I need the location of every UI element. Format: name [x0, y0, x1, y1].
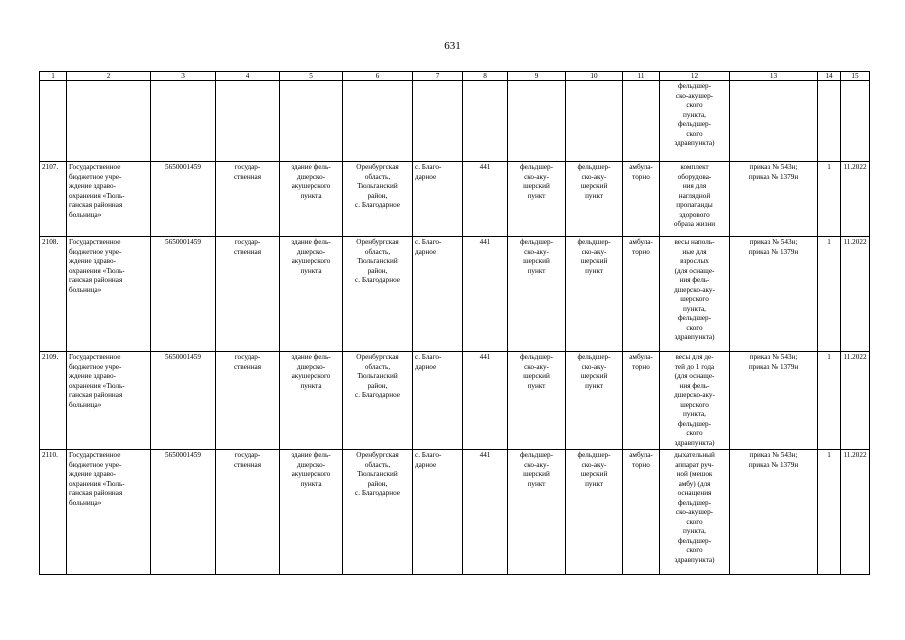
- empty-cell: [343, 81, 413, 162]
- building-cell: здание фель- дшерско- акушерского пункта: [280, 162, 343, 237]
- address-cell: Оренбургская область, Тюльганский район, с. Благодарное: [343, 162, 413, 237]
- equipment-cell: весы для де- тей до 1 года (для оснаще- ния фель- дшерско-аку- шерского пункта, фельдшер- ского здравпункта): [660, 352, 730, 450]
- unit-cell: фельдшер- ско-аку- шерский пункт: [566, 352, 623, 450]
- code-cell: 441: [463, 450, 508, 575]
- inn-cell: 5650001459: [151, 450, 216, 575]
- table-row: [40, 162, 870, 237]
- organization-cell: Государственное бюджетное учре- ждение здраво- охранения «Тюль- ганская районная больница»: [67, 162, 151, 237]
- row-number: 2108.: [40, 237, 67, 352]
- empty-cell: [508, 81, 566, 162]
- empty-cell: [623, 81, 660, 162]
- page-number: 631: [444, 40, 461, 52]
- ownership-cell: государ- ственная: [216, 237, 280, 352]
- address-cell: Оренбургская область, Тюльганский район, с. Благодарное: [343, 450, 413, 575]
- care-cell: амбула- торно: [623, 162, 660, 237]
- address-cell: Оренбургская область, Тюльганский район, с. Благодарное: [343, 352, 413, 450]
- inn-cell: 5650001459: [151, 352, 216, 450]
- empty-cell: [841, 81, 870, 162]
- care-cell: амбула- торно: [623, 450, 660, 575]
- column-number: 15: [841, 72, 870, 81]
- continuation-row: [40, 81, 870, 162]
- locality-cell: с. Благо- дарное: [413, 352, 463, 450]
- orders-cell: приказ № 543н; приказ № 1379н: [730, 450, 818, 575]
- quantity-cell: 1: [818, 237, 841, 352]
- orders-cell: приказ № 543н; приказ № 1379н: [730, 237, 818, 352]
- column-number: 9: [508, 72, 566, 81]
- column-number: 4: [216, 72, 280, 81]
- locality-cell: с. Благо- дарное: [413, 162, 463, 237]
- column-number: 14: [818, 72, 841, 81]
- empty-cell: [67, 81, 151, 162]
- column-number: 12: [660, 72, 730, 81]
- empty-cell: [40, 81, 67, 162]
- building-cell: здание фель- дшерско- акушерского пункта: [280, 450, 343, 575]
- organization-cell: Государственное бюджетное учре- ждение здраво- охранения «Тюль- ганская районная больница»: [67, 352, 151, 450]
- ownership-cell: государ- ственная: [216, 352, 280, 450]
- unit-type-cell: фельдшер- ско-аку- шерский пункт: [508, 450, 566, 575]
- date-cell: 11.2022: [841, 162, 870, 237]
- column-number: 5: [280, 72, 343, 81]
- unit-type-cell: фельдшер- ско-аку- шерский пункт: [508, 162, 566, 237]
- unit-type-cell: фельдшер- ско-аку- шерский пункт: [508, 237, 566, 352]
- orders-cell: приказ № 543н; приказ № 1379н: [730, 352, 818, 450]
- address-cell: Оренбургская область, Тюльганский район, с. Благодарное: [343, 237, 413, 352]
- column-number: 2: [67, 72, 151, 81]
- equipment-cell: весы наполь- ные для взрослых (для оснаще- ния фель- дшерско-аку- шерского пункта, фельдшер- ского здравпункта): [660, 237, 730, 352]
- quantity-cell: 1: [818, 162, 841, 237]
- column-number: 10: [566, 72, 623, 81]
- column-number: 11: [623, 72, 660, 81]
- row-number: 2107.: [40, 162, 67, 237]
- organization-cell: Государственное бюджетное учре- ждение здраво- охранения «Тюль- ганская районная больница»: [67, 450, 151, 575]
- unit-cell: фельдшер- ско-аку- шерский пункт: [566, 237, 623, 352]
- equipment-cell: комплект оборудова- ния для наглядной пропаганды здорового образа жизни: [660, 162, 730, 237]
- table-row: [40, 450, 870, 575]
- inn-cell: 5650001459: [151, 237, 216, 352]
- code-cell: 441: [463, 352, 508, 450]
- table-row: [40, 352, 870, 450]
- date-cell: 11.2022: [841, 352, 870, 450]
- column-number: 1: [40, 72, 67, 81]
- organization-cell: Государственное бюджетное учре- ждение здраво- охранения «Тюль- ганская районная больница»: [67, 237, 151, 352]
- equipment-cell: фельдшер- ско-акушер- ского пункта, фельдшер- ского здравпункта): [660, 81, 730, 162]
- date-cell: 11.2022: [841, 450, 870, 575]
- unit-type-cell: фельдшер- ско-аку- шерский пункт: [508, 352, 566, 450]
- unit-cell: фельдшер- ско-аку- шерский пункт: [566, 450, 623, 575]
- row-number: 2109.: [40, 352, 67, 450]
- equipment-cell: дыхательный аппарат руч- ной (мешок амбу) (для оснащения фельдшер- ско-акушер- ского пункта, фельдшер- ского здравпункта): [660, 450, 730, 575]
- ownership-cell: государ- ственная: [216, 450, 280, 575]
- code-cell: 441: [463, 162, 508, 237]
- locality-cell: с. Благо- дарное: [413, 237, 463, 352]
- empty-cell: [151, 81, 216, 162]
- orders-cell: приказ № 543н; приказ № 1379н: [730, 162, 818, 237]
- ownership-cell: государ- ственная: [216, 162, 280, 237]
- date-cell: 11.2022: [841, 237, 870, 352]
- building-cell: здание фель- дшерско- акушерского пункта: [280, 237, 343, 352]
- empty-cell: [730, 81, 818, 162]
- empty-cell: [216, 81, 280, 162]
- care-cell: амбула- торно: [623, 237, 660, 352]
- care-cell: амбула- торно: [623, 352, 660, 450]
- column-number: 3: [151, 72, 216, 81]
- code-cell: 441: [463, 237, 508, 352]
- empty-cell: [280, 81, 343, 162]
- column-number: 8: [463, 72, 508, 81]
- unit-cell: фельдшер- ско-аку- шерский пункт: [566, 162, 623, 237]
- quantity-cell: 1: [818, 450, 841, 575]
- building-cell: здание фель- дшерско- акушерского пункта: [280, 352, 343, 450]
- row-number: 2110.: [40, 450, 67, 575]
- column-number: 7: [413, 72, 463, 81]
- table-row: [40, 237, 870, 352]
- empty-cell: [463, 81, 508, 162]
- empty-cell: [413, 81, 463, 162]
- locality-cell: с. Благо- дарное: [413, 450, 463, 575]
- inn-cell: 5650001459: [151, 162, 216, 237]
- quantity-cell: 1: [818, 352, 841, 450]
- column-number-row: [40, 72, 870, 81]
- empty-cell: [566, 81, 623, 162]
- empty-cell: [818, 81, 841, 162]
- registry-table: [39, 71, 870, 575]
- column-number: 6: [343, 72, 413, 81]
- column-number: 13: [730, 72, 818, 81]
